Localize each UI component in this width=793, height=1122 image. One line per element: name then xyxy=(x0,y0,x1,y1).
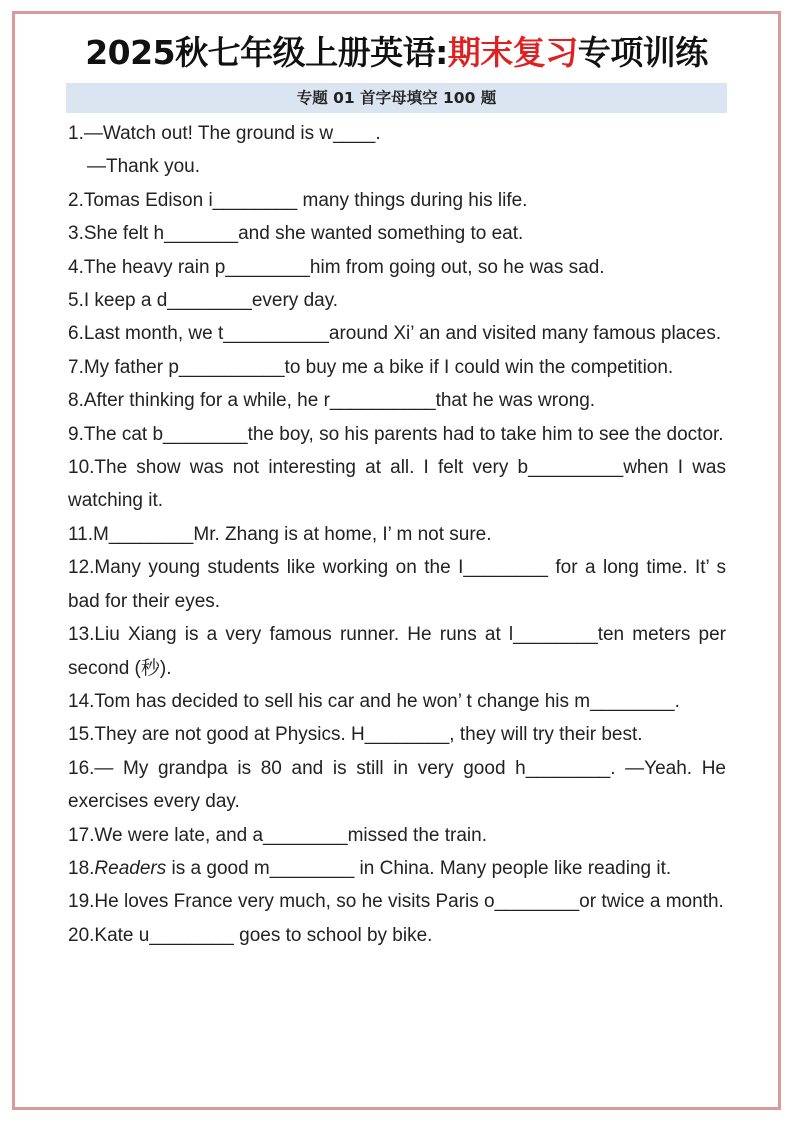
question-1-reply: —Thank you. xyxy=(87,156,200,178)
question-5: 5.I keep a d________every day. xyxy=(68,290,339,312)
title-suffix: 专项训练 xyxy=(577,33,708,72)
question-15: 15.They are not good at Physics. H________, they will try their best. xyxy=(68,724,643,746)
question-4: 4.The heavy rain p________him from going out, so he was sad. xyxy=(68,256,605,278)
question-2: 2.Tomas Edison i________ many things during his life. xyxy=(68,189,528,211)
question-16: 16.— My grandpa is 80 and is still in very good h________. —Yeah. He exercises every day. xyxy=(68,757,726,813)
question-18-text: is a good m________ in China. Many people like reading it. xyxy=(166,857,672,879)
question-13: 13.Liu Xiang is a very famous runner. He runs at l________ten meters per second (秒). xyxy=(68,624,726,679)
question-18-number: 18. xyxy=(68,857,95,879)
question-10: 10.The show was not interesting at all. I felt very b_________when I was watching it. xyxy=(68,457,726,512)
question-14: 14.Tom has decided to sell his car and he won’ t change his m________. xyxy=(68,690,680,712)
question-18 xyxy=(68,852,726,885)
section-header-text: 专题 01 首字母填空 100 题 xyxy=(296,89,497,107)
question-19: 19.He loves France very much, so he visits Paris o________or twice a month. xyxy=(68,891,724,913)
title-prefix: 2025秋七年级上册英语: xyxy=(85,33,448,72)
section-header xyxy=(66,83,727,113)
question-11: 11.M________Mr. Zhang is at home, I’ m not sure. xyxy=(68,523,492,545)
question-8: 8.After thinking for a while, he r__________that he was wrong. xyxy=(68,390,596,412)
question-20: 20.Kate u________ goes to school by bike. xyxy=(68,924,433,946)
question-1: 1.—Watch out! The ground is w____. xyxy=(68,123,381,144)
question-12: 12.Many young students like working on the I________ for a long time. It’ s bad for their eyes. xyxy=(68,557,726,612)
question-7: 7.My father p__________to buy me a bike if I could win the competition. xyxy=(68,356,674,378)
question-6: 6.Last month, we t__________around Xi’ an and visited many famous places. xyxy=(68,323,722,345)
question-18-magazine-title: Readers xyxy=(94,857,167,879)
question-9: 9.The cat b________the boy, so his parents had to take him to see the doctor. xyxy=(68,423,724,445)
title-highlight: 期末复习 xyxy=(447,33,578,72)
page-title xyxy=(0,30,793,76)
question-list xyxy=(68,117,726,952)
question-17: 17.We were late, and a________missed the train. xyxy=(68,824,487,846)
question-3: 3.She felt h_______and she wanted something to eat. xyxy=(68,223,524,245)
